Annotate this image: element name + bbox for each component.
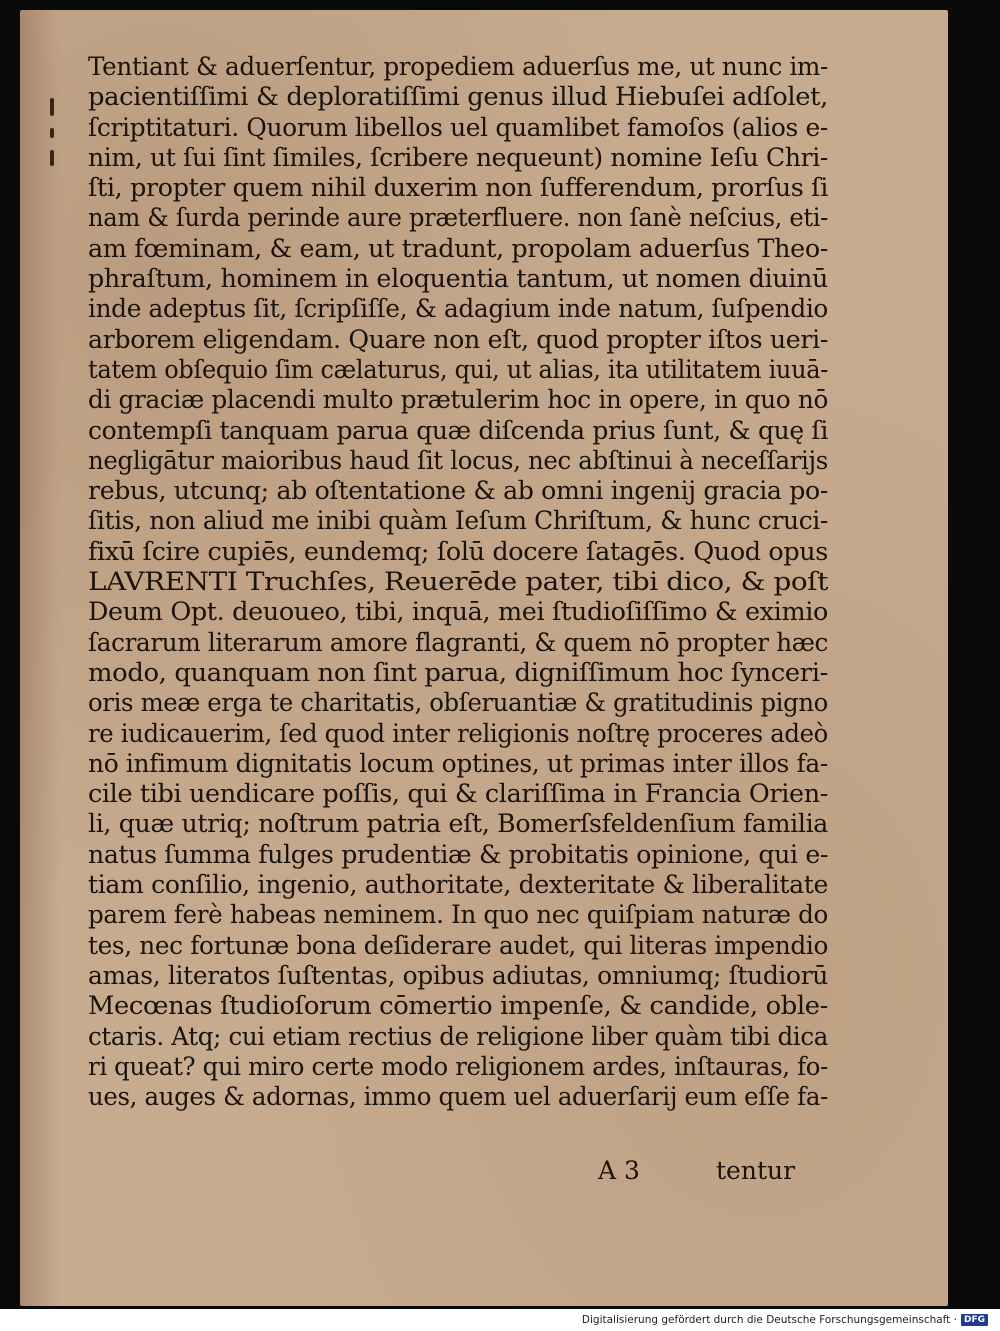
text-line: pacientiſſimi & deploratiſſimi genus illud Hiebuſei adſolet, (88, 82, 828, 112)
text-line: tes, nec fortunæ bona deſiderare audet, qui literas impendio (88, 930, 828, 960)
binding-mark (50, 128, 54, 138)
text-line: Deum Opt. deuoueo, tibi, inquā, mei ſtudioſiſſimo & eximio (88, 597, 828, 627)
text-line: re iudicauerim, ſed quod inter religionis noſtrę proceres adeò (88, 718, 828, 748)
dfg-logo: DFG (961, 1314, 988, 1326)
text-line: rebus, utcunq; ab oſtentatione & ab omni ingenij gracia po- (88, 476, 828, 506)
text-line: oris meæ erga te charitatis, obſeruantiæ & gratitudinis pigno (88, 688, 828, 718)
text-line: am fœminam, & eam, ut tradunt, propolam aduerſus Theo- (88, 233, 828, 263)
text-line: nim, ut ſui ſint ſimiles, ſcribere nequeunt) nomine Ieſu Chri- (88, 142, 828, 172)
text-line: tiam conſilio, ingenio, authoritate, dexteritate & liberalitate (88, 870, 828, 900)
text-line: nam & ſurda perinde aure præterfluere. non ſanè neſcius, eti- (88, 203, 828, 233)
text-line: ri queat? qui miro certe modo religionem ardes, inſtauras, fo- (88, 1051, 828, 1081)
text-line: parem ferè habeas neminem. In quo nec quiſpiam naturæ do (88, 900, 828, 930)
text-line: tatem obſequio ſim cælaturus, qui, ut alias, ita utilitatem iuuā- (88, 354, 828, 384)
text-line: fixū ſcire cupiēs, eundemq; ſolū docere ſatagēs. Quod opus (88, 536, 828, 566)
text-line: natus ſumma fulges prudentiæ & probitatis opinione, qui e- (88, 839, 828, 869)
text-line: nō infimum dignitatis locum optines, ut primas inter illos fa- (88, 748, 828, 778)
text-line: ſti, propter quem nihil duxerim non ſufferendum, prorſus ſi (88, 173, 828, 203)
text-line: ctaris. Atq; cui etiam rectius de religione liber quàm tibi dica (88, 1021, 828, 1051)
page-text (88, 52, 828, 1112)
binding-mark (50, 98, 54, 116)
text-line: ſitis, non aliud me inibi quàm Ieſum Chriſtum, & hunc cruci- (88, 506, 828, 536)
text-line: LAVRENTI Truchſes, Reuerēde pater, tibi dico, & poſt (88, 567, 828, 597)
text-line: arborem eligendam. Quare non eſt, quod propter iſtos ueri- (88, 324, 829, 354)
catchword: tentur (716, 1156, 796, 1185)
text-line: cile tibi uendicare poſſis, qui & clariſſima in Francia Orien- (88, 779, 829, 809)
text-line: phraſtum, hominem in eloquentia tantum, ut nomen diuinū (88, 264, 828, 294)
signature-mark: A 3 (598, 1156, 640, 1185)
binding-mark (50, 150, 54, 166)
text-line: ſcriptitaturi. Quorum libellos uel quamlibet famoſos (alios e- (88, 112, 828, 142)
text-line: di graciæ placendi multo prætulerim hoc in opere, in quo nō (88, 385, 828, 415)
text-line: amas, literatos ſuſtentas, opibus adiutas, omniumq; ſtudiorū (88, 960, 828, 990)
text-line: Mecœnas ſtudioſorum cōmertio impenſe, & candide, oble- (88, 991, 828, 1021)
text-line: ſacrarum literarum amore flagranti, & quem nō propter hæc (88, 627, 828, 657)
text-line: modo, quanquam non ſint parua, digniſſimum hoc ſynceri- (88, 657, 828, 687)
text-line: inde adeptus ſit, ſcripſiſſe, & adagium inde natum, ſuſpendio (88, 294, 828, 324)
text-line: Tentiant & aduerſentur, propediem aduerſus me, ut nunc im- (88, 52, 828, 81)
text-line: ues, auges & adornas, immo quem uel aduerſarij eum eſſe fa- (88, 1082, 828, 1112)
text-line: contempſi tanquam parua quæ diſcenda prius ſunt, & quę ſi (88, 415, 828, 445)
page-footer (88, 1153, 828, 1189)
text-line: li, quæ utriq; noſtrum patria eſt, Bomerſsfeldenſium familia (88, 809, 828, 839)
digitization-credit (582, 1311, 988, 1329)
text-line: negligātur maioribus haud ſit locus, nec abſtinui à neceſſarijs (88, 445, 828, 475)
credit-text: Digitalisierung gefördert durch die Deutsche Forschungsgemeinschaft · (581, 1314, 957, 1326)
